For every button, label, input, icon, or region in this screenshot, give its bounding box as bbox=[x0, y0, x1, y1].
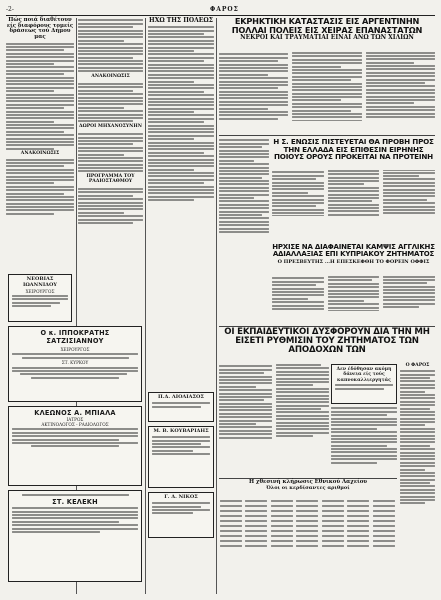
lead-headline: ΕΚΡΗΚΤΙΚΗ ΚΑΤΑΣΤΑΣΙΣ ΕΙΣ ΑΡΓΕΝΤΙΝΗΝ ΠΟΛΛΑΙ ΠΟΛΕΙΣ ΕΙΣ ΧΕΙΡΑΣ ΕΠΑΝΑΣΤΑΤΩΝ bbox=[231, 16, 423, 35]
page-number: -2- bbox=[6, 6, 14, 13]
right-narrow-col bbox=[400, 364, 435, 586]
fourth-headline: ΟΙ ΕΚΠΑΙΔΕΥΤΙΚΟΙ ΔΥΣΦΟΡΟΥΝ ΔΙΑ ΤΗΝ ΜΗ ΕΙΣΕΤΙ ΡΥΘΜΙΣΙΝ ΤΟΥ ΖΗΤΗΜΑΤΟΣ ΤΩΝ ΑΠΟΔΟΧΩΝ ΤΩΝ bbox=[224, 327, 430, 356]
ad-box-c bbox=[148, 492, 214, 538]
table-cell bbox=[321, 544, 346, 549]
lead-article bbox=[219, 52, 435, 134]
table-cell bbox=[295, 544, 320, 549]
ad-box-1-name: ΝΕΟΒΙΑΣ ΙΩΑΝΝΙΔΟΥ bbox=[23, 276, 57, 288]
third-subheadline: Ο ΠΡΕΣΒΕΥΤΗΣ ...Η ΕΠΕΣΚΕΦΘΗ ΤΟ ΦΟΡΕΙΝ ΟΦΦΙΣ bbox=[277, 258, 430, 265]
main-area bbox=[219, 17, 435, 42]
mid-box-text: Δεν έδόθησαν ακόμη δάνεια είς τούς καπνοκαλλιεργητάς bbox=[336, 367, 392, 383]
ad-box-c-name: Γ. Δ. ΝΙΚΟΣ bbox=[164, 494, 198, 500]
lead-subheadline: ΝΕΚΡΟΙ ΚΑΙ ΤΡΑΥΜΑΤΙΑΙ ΕΙΝΑΙ ΑΝΩ ΤΩΝ ΧΙΛΙΩΝ bbox=[240, 34, 414, 42]
ad-box-4-name: ΣΤ. ΚΕΛΕΚΗ bbox=[52, 497, 98, 506]
mid-article bbox=[331, 406, 397, 476]
newspaper-title: ΦΑΡΟΣ bbox=[210, 6, 239, 13]
ad-box-1 bbox=[8, 274, 72, 322]
col3-headline: ΗΧΩ ΤΗΣ ΠΟΛΕΩΣ bbox=[149, 17, 213, 24]
third-headline-block bbox=[272, 244, 435, 265]
second-headline: Η Σ. ΕΝΩΣΙΣ ΠΙΣΤΕΥΕΤΑΙ ΘΑ ΠΡΟΒΗ ΠΡΟΣ ΤΗΝ ΕΛΛΑΔΑ ΕΙΣ ΕΠΙΘΕΣΙΝ ΕΙΡΗΝΗΣ ΠΟΙΟΥΣ ΟΡΟΥΣ ΠΡΟΚΕΙΤΑΙ ΝΑ ΠΡΟΤΕΙΝΗ bbox=[273, 137, 434, 162]
ad-box-a bbox=[148, 392, 214, 422]
lottery-headline: Η χθεσινή κλήρωσις Εθνικού Λαχείου bbox=[248, 479, 368, 485]
column-rule bbox=[145, 18, 146, 594]
column-3 bbox=[148, 18, 214, 203]
lottery-block bbox=[219, 480, 397, 491]
col2-announce-head: ΑΝΑΚΟΙΝΩΣΙΣ bbox=[91, 74, 130, 80]
lottery-subheadline: Όλοι οι κερδίσαντες αριθμοί bbox=[266, 484, 350, 491]
col2-program-head: ΠΡΟΓΡΑΜΜΑ ΤΟΥ ΡΑΔΙΟΣΤΑΘΜΟΥ bbox=[86, 174, 135, 185]
ad-box-b-name: Μ. Β. ΚΟΥΒΑΡΙΔΗΣ bbox=[153, 428, 209, 434]
section-divider bbox=[219, 135, 435, 136]
ad-box-3-line-1: ΙΑΤΡΟΣ bbox=[66, 417, 84, 422]
col1-announce-head: ΑΝΑΚΟΙΝΩΣΙΣ bbox=[20, 150, 60, 156]
ad-box-a-name: Π.Δ. ΛΙΟΛΙΑΣΟΣ bbox=[158, 394, 204, 400]
right-col-head: Ο ΦΑΡΟΣ bbox=[405, 363, 430, 368]
ad-box-2-line-2: ΣΤ. ΚΥΡΚΟΥ bbox=[61, 360, 89, 366]
fourth-headline-block bbox=[219, 328, 435, 355]
table-cell bbox=[270, 544, 295, 549]
table-row bbox=[219, 544, 397, 549]
second-left-col bbox=[219, 138, 269, 234]
second-headline-block bbox=[272, 138, 435, 161]
newspaper-page bbox=[6, 4, 435, 594]
third-article bbox=[272, 276, 435, 324]
ad-box-b bbox=[148, 426, 214, 488]
lottery-table-wrap bbox=[219, 498, 397, 586]
col1-headline: Πώς ποιά διαθέτουν είς διαφόρους τομείς δράσεως τού Δήμου μας bbox=[6, 17, 74, 41]
ad-box-1-line: ΧΕΙΡΟΥΡΓΟΣ bbox=[25, 288, 55, 294]
column-1 bbox=[6, 18, 74, 216]
ad-box-3-line-2: ΑΚΤΙΝΟΛΟΓΟΣ - ΡΑΔΙΟΛΟΓΟΣ bbox=[41, 422, 109, 428]
ad-box-2 bbox=[8, 326, 142, 402]
table-cell bbox=[346, 544, 371, 549]
ad-box-2-line-1: ΧΕΙΡΟΥΡΓΟΣ bbox=[60, 347, 90, 352]
col1-announce-text bbox=[6, 159, 74, 215]
fourth-article bbox=[219, 364, 329, 476]
col1-article bbox=[6, 43, 74, 150]
column-2 bbox=[78, 18, 143, 225]
second-article bbox=[272, 170, 435, 242]
third-headline: ΗΡΧΙΣΕ ΝΑ ΔΙΑΦΑΙΝΕΤΑΙ ΚΑΜΨΙΣ ΑΓΓΛΙΚΗΣ ΑΔΙΑΛΛΑΞΙΑΣ ΕΠΙ ΚΥΠΡΙΑΚΟΥ ΖΗΤΗΜΑΤΟΣ bbox=[272, 243, 435, 259]
table-cell bbox=[244, 544, 269, 549]
mid-box bbox=[331, 364, 397, 404]
lottery-table bbox=[219, 498, 397, 549]
ad-box-3 bbox=[8, 406, 142, 486]
ad-box-4 bbox=[8, 490, 142, 582]
table-cell bbox=[219, 544, 244, 549]
masthead bbox=[6, 4, 435, 16]
column-rule bbox=[216, 18, 217, 594]
ad-box-2-name: Ο κ. ΙΠΠΟΚΡΑΤΗΣ ΣΑΤΖΙΣΙΑΝΝΟΥ bbox=[40, 329, 110, 345]
table-cell bbox=[372, 544, 397, 549]
ad-box-3-name: ΚΛΕΩΝΟΣ Α. ΜΠΙΑΛΑ bbox=[34, 409, 116, 417]
col2-gifts-head: ΔΩΡΟΙ ΜΗΧΑΝΟΣΥΝΗΝ bbox=[79, 124, 142, 130]
